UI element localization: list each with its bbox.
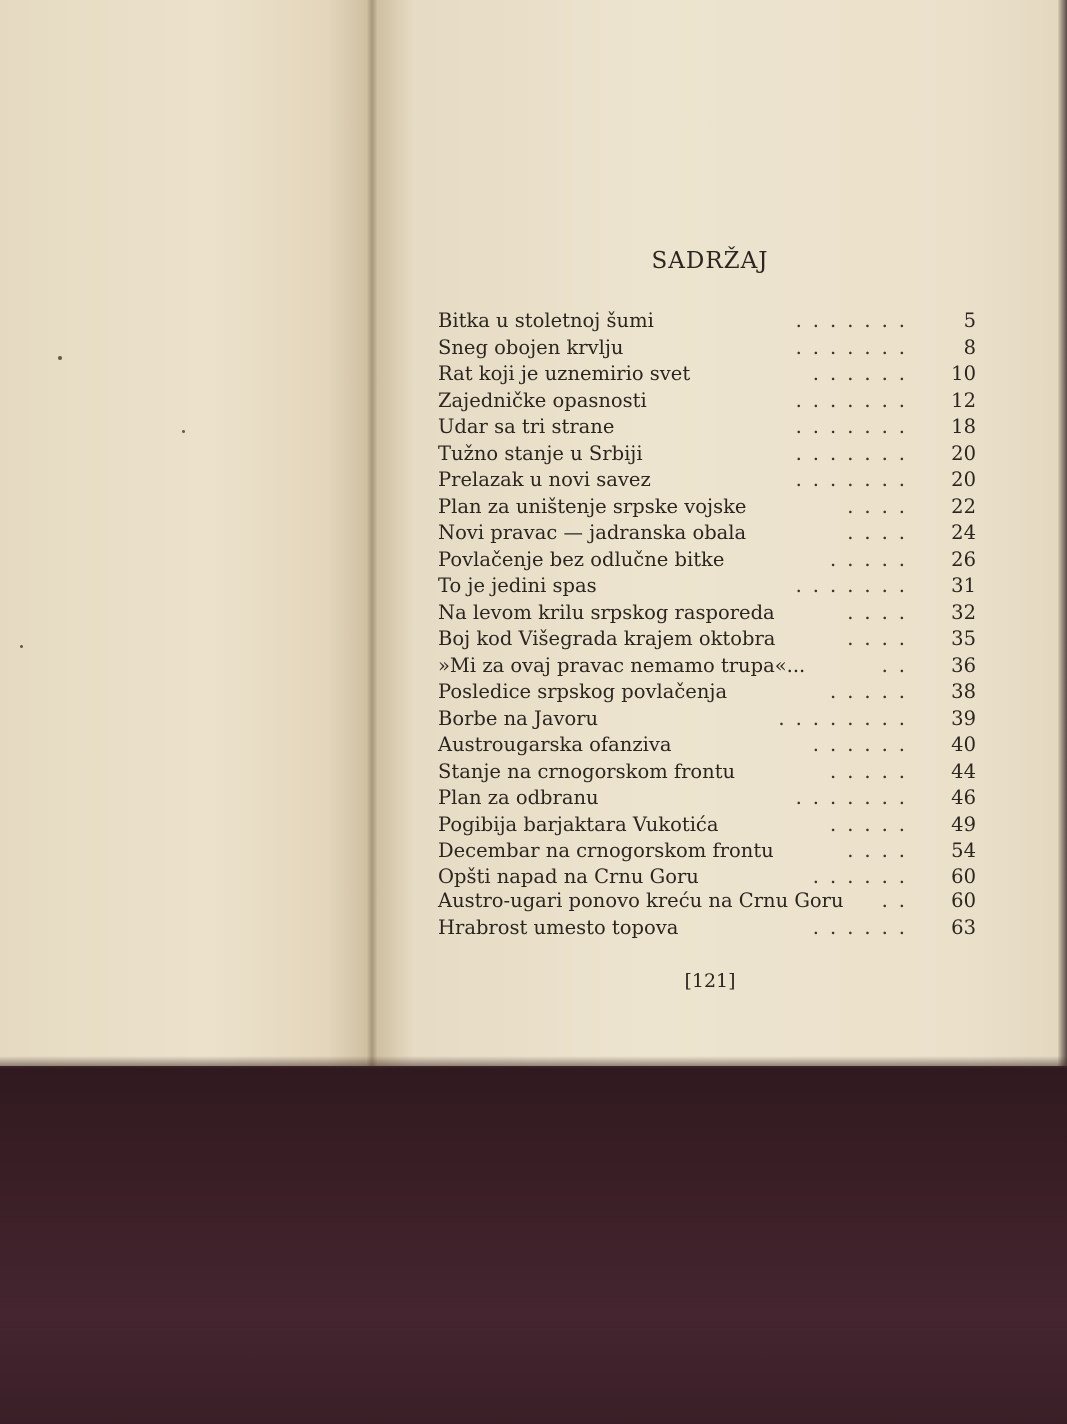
- toc-entry-page: 39: [951, 706, 976, 730]
- toc-leader-dots: ....: [847, 627, 916, 650]
- toc-entry-title: »Mi za ovaj pravac nemamo trupa«...: [438, 653, 806, 677]
- toc-entry-page: 60: [951, 864, 976, 888]
- toc-entry: [438, 838, 978, 865]
- toc-entry-title: Zajedničke opasnosti: [438, 388, 647, 412]
- toc-entry-title: Posledice srpskog povlačenja: [438, 680, 728, 703]
- toc-leader-dots: .....: [830, 680, 916, 703]
- toc-leader-dots: .......: [795, 388, 916, 412]
- toc-entry-page: 10: [951, 362, 976, 385]
- toc-entry-page: 36: [951, 653, 976, 677]
- toc-entry: [438, 915, 978, 942]
- toc-entry-title: Povlačenje bez odlučne bitke: [438, 547, 725, 571]
- toc-entry-page: 24: [951, 521, 976, 544]
- toc-entry: [438, 732, 978, 759]
- page-edge: [1058, 0, 1067, 1066]
- toc-entry-title: Pogibija barjaktara Vukotića: [438, 812, 719, 836]
- paper-speck: [58, 356, 62, 360]
- toc-entry-title: Udar sa tri strane: [438, 415, 615, 438]
- toc-entry-page: 26: [951, 547, 976, 571]
- toc-leader-dots: ....: [847, 839, 916, 862]
- toc-entry: [438, 889, 978, 915]
- toc-entry-title: Plan za odbranu: [438, 786, 599, 809]
- toc-leader-dots: ..: [881, 888, 916, 912]
- toc-entry-title: Borbe na Javoru: [438, 706, 599, 730]
- toc-entry-title: Plan za uništenje srpske vojske: [438, 494, 747, 518]
- page-title: SADRŽAJ: [651, 248, 769, 274]
- toc-leader-dots: ....: [847, 521, 916, 544]
- toc-leader-dots: ..: [881, 653, 916, 677]
- toc-entry-page: 54: [951, 839, 976, 862]
- toc-leader-dots: ....: [847, 494, 916, 518]
- toc-leader-dots: .......: [795, 309, 916, 332]
- toc-entry-page: 40: [951, 733, 976, 756]
- toc-entry: [438, 494, 978, 521]
- toc-entry-page: 49: [951, 812, 976, 836]
- toc-entry: [438, 361, 978, 388]
- toc-entry-page: 22: [951, 494, 976, 518]
- toc-entry: [438, 520, 978, 547]
- toc-leader-dots: .....: [830, 759, 916, 783]
- toc-entry-title: Tužno stanje u Srbiji: [438, 441, 643, 465]
- toc-leader-dots: ......: [812, 362, 916, 385]
- toc-entry: [438, 626, 978, 653]
- toc-leader-dots: .......: [795, 415, 916, 438]
- toc-entry-page: 35: [951, 627, 976, 650]
- toc-leader-dots: ....: [847, 600, 916, 624]
- toc-entry: [438, 812, 978, 839]
- toc-leader-dots: ......: [812, 915, 916, 939]
- toc-leader-dots: .....: [830, 547, 916, 571]
- toc-entry: [438, 573, 978, 600]
- toc-entry-page: 20: [951, 468, 976, 491]
- background-surface: [0, 1062, 1067, 1424]
- toc-entry-title: Novi pravac — jadranska obala: [438, 521, 747, 544]
- toc-entry-page: 20: [951, 441, 976, 465]
- toc-entry-title: Stanje na crnogorskom frontu: [438, 759, 736, 783]
- paper-speck: [20, 645, 23, 648]
- book-gutter: [366, 0, 378, 1066]
- toc-entry-page: 63: [951, 915, 976, 939]
- toc-entry-title: Prelazak u novi savez: [438, 468, 651, 491]
- toc-entry: [438, 759, 978, 786]
- toc-leader-dots: .....: [830, 812, 916, 836]
- toc-leader-dots: ........: [778, 706, 916, 730]
- toc-entry-page: 38: [951, 680, 976, 703]
- toc-entry-page: 32: [951, 600, 976, 624]
- toc-entry-page: 18: [951, 415, 976, 438]
- toc-entry: [438, 865, 978, 889]
- toc-leader-dots: .......: [795, 574, 916, 597]
- toc-entry-page: 44: [951, 759, 976, 783]
- toc-leader-dots: .......: [795, 468, 916, 491]
- toc-entry: [438, 467, 978, 494]
- left-page: [0, 0, 372, 1066]
- toc-leader-dots: .......: [795, 441, 916, 465]
- toc-entry-page: 31: [951, 574, 976, 597]
- toc-entry: [438, 785, 978, 812]
- toc-entry-title: Austrougarska ofanziva: [438, 733, 672, 756]
- toc-entry-page: 12: [951, 388, 976, 412]
- toc-entry-title: Hrabrost umesto topova: [438, 915, 679, 939]
- toc-entry-title: To je jedini spas: [438, 574, 597, 597]
- page-number: [121]: [684, 970, 736, 992]
- toc-entry: [438, 653, 978, 680]
- toc-entry-title: Decembar na crnogorskom frontu: [438, 839, 774, 862]
- right-page: [372, 0, 1067, 1066]
- toc-entry-title: Na levom krilu srpskog rasporeda: [438, 600, 775, 624]
- toc-leader-dots: ......: [812, 864, 916, 888]
- toc-entry-page: 46: [951, 786, 976, 809]
- toc-entry: [438, 600, 978, 627]
- toc-entry-page: 8: [963, 335, 976, 359]
- table-of-contents: [438, 308, 978, 941]
- toc-entry-title: Opšti napad na Crnu Goru: [438, 864, 699, 888]
- toc-entry: [438, 414, 978, 441]
- toc-entry: [438, 679, 978, 706]
- toc-entry: [438, 547, 978, 574]
- toc-entry-title: Boj kod Višegrada krajem oktobra: [438, 627, 776, 650]
- toc-entry: [438, 308, 978, 335]
- toc-entry-title: Austro-ugari ponovo kreću na Crnu Goru: [438, 888, 844, 912]
- toc-entry-page: 60: [951, 888, 976, 912]
- toc-entry-title: Bitka u stoletnoj šumi: [438, 309, 654, 332]
- toc-entry-title: Rat koji je uznemirio svet: [438, 362, 691, 385]
- toc-leader-dots: .......: [795, 335, 916, 359]
- book-bottom-edge: [0, 1056, 1067, 1068]
- toc-entry: [438, 388, 978, 415]
- toc-entry: [438, 441, 978, 468]
- toc-leader-dots: ......: [812, 733, 916, 756]
- toc-leader-dots: .......: [795, 786, 916, 809]
- paper-speck: [182, 430, 185, 433]
- toc-entry: [438, 335, 978, 362]
- toc-entry-title: Sneg obojen krvlju: [438, 335, 624, 359]
- toc-entry: [438, 706, 978, 733]
- toc-entry-page: 5: [963, 309, 976, 332]
